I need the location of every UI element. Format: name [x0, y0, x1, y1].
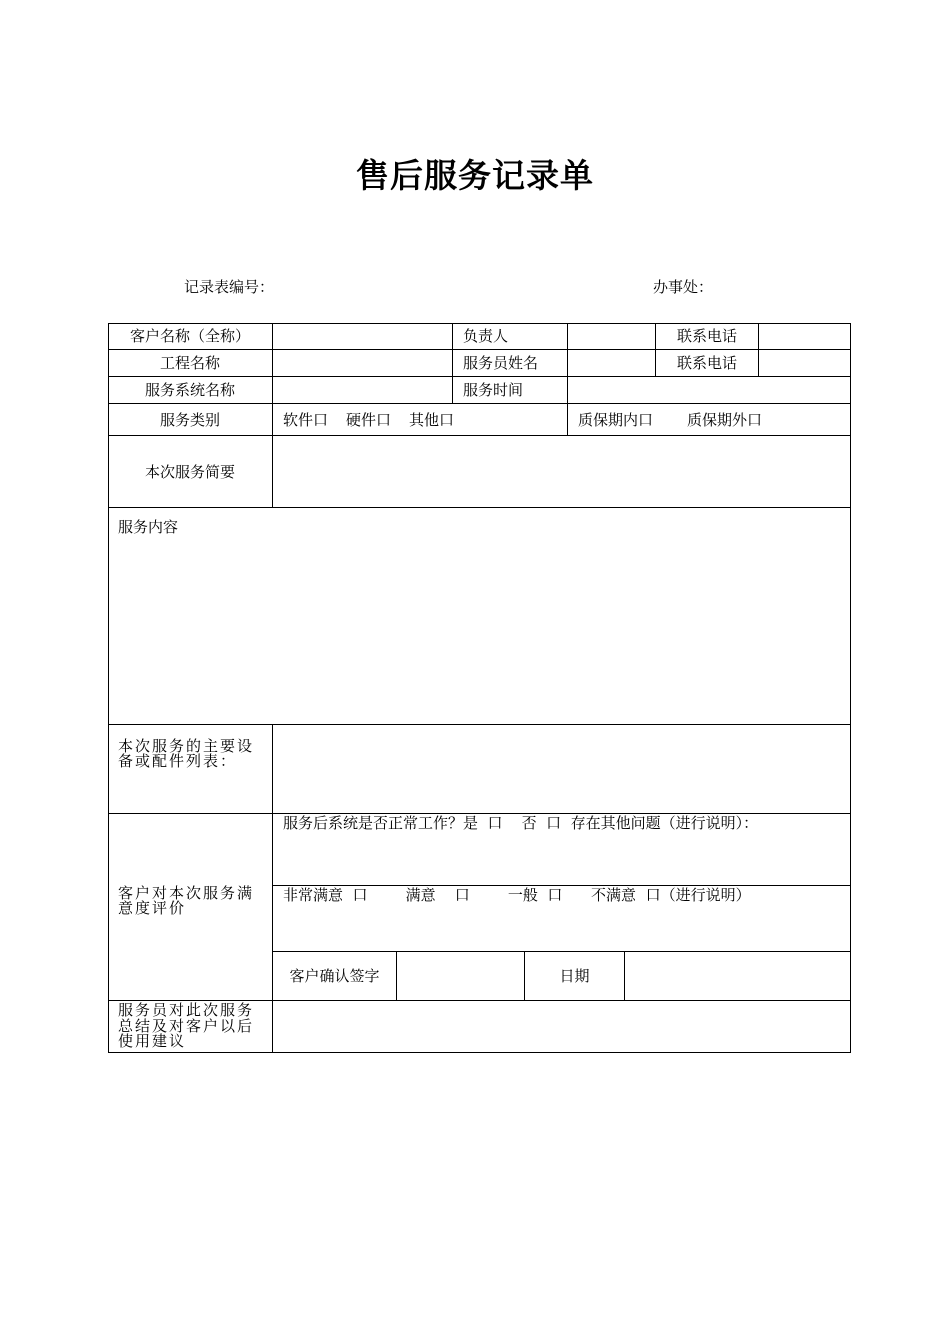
satisfaction-label-cell: [108, 814, 273, 1001]
satisfaction-options-cell[interactable]: [273, 886, 851, 952]
system-normal-question-cell[interactable]: [273, 814, 851, 886]
service-record-form: [108, 323, 851, 1053]
service-content-label: 服务内容: [118, 518, 179, 536]
warranty-options: [568, 404, 851, 436]
person-in-charge-label: 负责人: [453, 323, 568, 350]
staff-summary-field[interactable]: [273, 1001, 851, 1053]
person-in-charge-field[interactable]: [568, 323, 656, 350]
contact-phone-field-2[interactable]: [759, 350, 851, 377]
service-content-area[interactable]: [108, 508, 851, 725]
customer-signature-label: 客户确认签字: [273, 952, 397, 1001]
service-category-label: 服务类别: [108, 404, 273, 436]
project-name-field[interactable]: [273, 350, 453, 377]
service-system-name-field[interactable]: [273, 377, 453, 404]
contact-phone-label-2: 联系电话: [656, 350, 759, 377]
system-normal-question: 服务后系统是否正常工作？是 口 否 口 存在其他问题（进行说明）：: [283, 814, 759, 832]
contact-phone-field-1[interactable]: [759, 323, 851, 350]
equipment-list-field[interactable]: [273, 725, 851, 814]
page-title: 售后服务记录单: [356, 156, 594, 195]
service-staff-name-field[interactable]: [568, 350, 656, 377]
satisfaction-label: 客户对本次服务满意度评价: [118, 884, 255, 917]
office-label: 办事处：: [653, 278, 714, 296]
staff-summary-label: 服务员对此次服务总结及对客户以后使用建议: [108, 1001, 273, 1053]
out-of-warranty-checkbox[interactable]: 质保期外口: [687, 410, 763, 429]
service-category-options: [273, 404, 568, 436]
service-time-label: 服务时间: [453, 377, 568, 404]
service-summary-label: 本次服务简要: [108, 436, 273, 508]
software-checkbox[interactable]: 软件口: [283, 410, 329, 429]
service-summary-field[interactable]: [273, 436, 851, 508]
other-checkbox[interactable]: 其他口: [409, 410, 455, 429]
satisfaction-options: 非常满意 口 满意 口 一般 口 不满意 口（进行说明）: [283, 886, 751, 904]
service-system-name-label: 服务系统名称: [108, 377, 273, 404]
contact-phone-label-1: 联系电话: [656, 323, 759, 350]
project-name-label: 工程名称: [108, 350, 273, 377]
hardware-checkbox[interactable]: 硬件口: [346, 410, 392, 429]
service-staff-name-label: 服务员姓名: [453, 350, 568, 377]
date-label: 日期: [525, 952, 625, 1001]
equipment-list-label: 本次服务的主要设备或配件列表：: [108, 725, 273, 814]
customer-name-label: 客户名称（全称）: [108, 323, 273, 350]
date-field[interactable]: [625, 952, 851, 1001]
record-no-label: 记录表编号：: [184, 278, 275, 296]
customer-name-field[interactable]: [273, 323, 453, 350]
in-warranty-checkbox[interactable]: 质保期内口: [578, 410, 654, 429]
customer-signature-field[interactable]: [397, 952, 525, 1001]
service-time-field[interactable]: [568, 377, 851, 404]
